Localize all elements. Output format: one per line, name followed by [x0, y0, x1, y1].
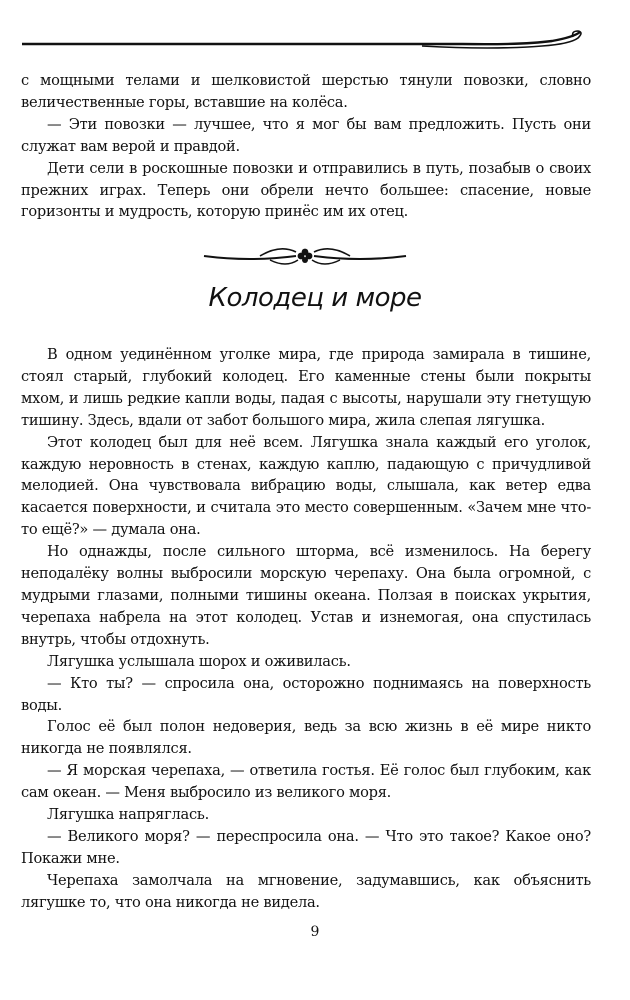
paragraph: — Великого моря? — переспросила она. — Что это такое? Какое оно? Покажи мне. [21, 827, 591, 867]
paragraph: Лягушка напряглась. [47, 806, 209, 824]
paragraph: Этот колодец был для неё всем. Лягушка знала каждый его уголок, каждую неровность в стенах, каждую каплю, падающую с причудливой мелодией. Она чувствовала вибрацию воды, слышала, как ветер едва касается поверхности, и считала это место совершенным. «Зачем мне что-то ещё?» — думала она. [21, 433, 591, 539]
paragraph: Но однажды, после сильного шторма, всё изменилось. На берегу неподалёку волны выбросили морскую черепаху. Она была огромной, с мудрыми глазами, полными тишины океана. Ползая в поисках укрытия, черепаха набрела на этот колодец. Устав и изнемогая, она спустилась внутрь, чтобы отдохнуть. [21, 543, 591, 648]
paragraph: — Кто ты? — спросила она, осторожно поднимаясь на поверхность воды. [21, 674, 591, 714]
top-text-block [21, 70, 591, 223]
story-text-block [21, 344, 591, 914]
header-flourish-rule [22, 28, 588, 58]
section-divider-ornament [200, 238, 410, 274]
chapter-title: Колодец и море [208, 283, 422, 313]
paragraph: В одном уединённом уголке мира, где природа замирала в тишине, стоял старый, глубокий колодец. Его каменные стены были покрыты мхом, и лишь редкие капли воды, падая с высоты, нарушали эту гнетущую тишину. Здесь, вдали от забот большого мира, жила слепая лягушка. [21, 346, 591, 429]
page-number: 9 [310, 924, 320, 940]
paragraph: Дети сели в роскошные повозки и отправились в путь, позабыв о своих прежних играх. Теперь они обрели нечто большее: спасение, новые горизонты и мудрость, которую принёс им их отец. [21, 159, 591, 221]
paragraph: с мощными телами и шелковистой шерстью тянули повозки, словно величественные горы, вставшие на колёса. [21, 72, 591, 111]
paragraph: Голос её был полон недоверия, ведь за всю жизнь в её мире никто никогда не появлялся. [21, 718, 591, 758]
paragraph: — Я морская черепаха, — ответила гостья. Её голос был глубоким, как сам океан. — Меня выбросило из великого моря. [21, 762, 591, 802]
paragraph: Лягушка услышала шорох и оживилась. [47, 652, 351, 670]
paragraph: Черепаха замолчала на мгновение, задумавшись, как объяснить лягушке то, что она никогда не видела. [21, 871, 591, 911]
paragraph: — Эти повозки — лучшее, что я мог бы вам предложить. Пусть они служат вам верой и правдой. [21, 115, 591, 155]
